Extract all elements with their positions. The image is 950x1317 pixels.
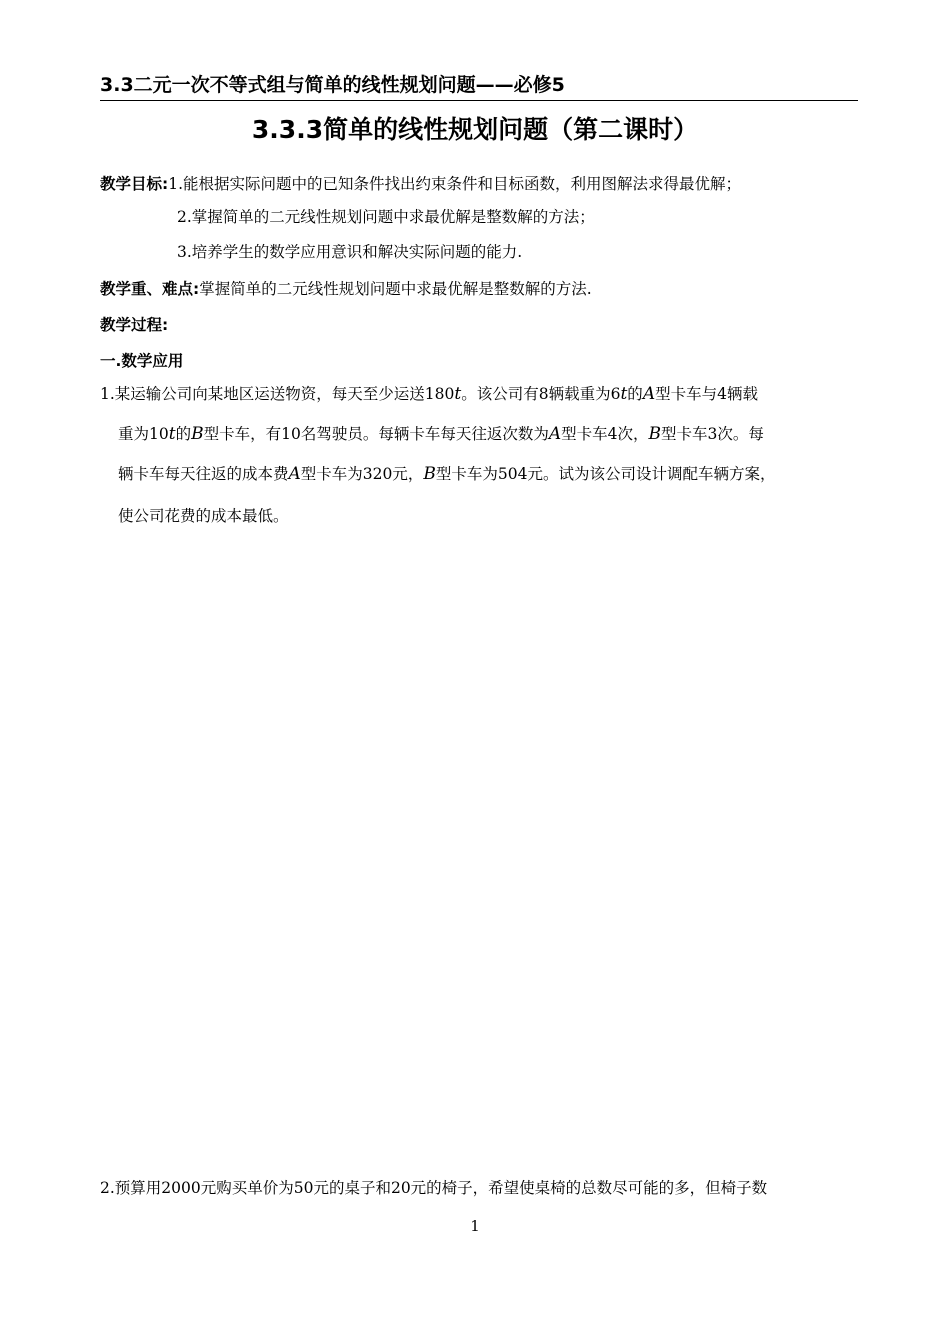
process-label: 教学过程: [100, 316, 169, 334]
problem1-text: 的 [627, 385, 643, 403]
problem1-text: 辆卡车每天往返的成本费 [118, 465, 289, 483]
problem1-line-4: 使公司花费的成本最低。 [118, 507, 289, 525]
problem1-text: 重为10 [118, 425, 169, 443]
math-t: t [168, 424, 176, 444]
key-points-text: 掌握简单的二元线性规划问题中求最优解是整数解的方法. [199, 280, 592, 298]
math-t: t [454, 384, 462, 404]
problem1-text: 型卡车3次。每 [660, 425, 764, 443]
problem1-line-3 [118, 463, 775, 485]
problem2-line-1: 2.预算用2000元购买单价为50元的桌子和20元的椅子，希望使桌椅的总数尽可能的多，但椅子数 [100, 1179, 768, 1197]
problem1-text: 。该公司有8辆载重为6 [461, 385, 621, 403]
problem1-text: 型卡车，有10名驾驶员。每辆卡车每天往返次数为 [203, 425, 549, 443]
problem1-line-1 [100, 383, 758, 405]
math-A: A [288, 464, 301, 484]
problem1-text: 型卡车与4辆载 [655, 385, 758, 403]
problem1-text: 型卡车4次， [561, 425, 649, 443]
problem1-line-2 [118, 423, 764, 445]
running-header: 3.3二元一次不等式组与简单的线性规划问题——必修5 [100, 72, 858, 101]
page-number: 1 [470, 1217, 480, 1235]
objective-item-3: 3.培养学生的数学应用意识和解决实际问题的能力. [177, 243, 523, 261]
math-B: B [648, 424, 661, 444]
key-points-line [100, 278, 592, 300]
math-B: B [191, 424, 204, 444]
problem1-text: 型卡车为504元。试为该公司设计调配车辆方案， [435, 465, 776, 483]
section-heading: 一.数学应用 [100, 352, 184, 370]
key-points-label: 教学重、难点: [100, 280, 200, 298]
objective-item-1: 1.能根据实际问题中的已知条件找出约束条件和目标函数，利用图解法求得最优解； [168, 175, 741, 193]
math-t: t [620, 384, 628, 404]
math-A: A [642, 384, 656, 404]
math-A: A [548, 424, 562, 444]
page-title: 3.3.3简单的线性规划问题（第二课时） [251, 115, 699, 144]
objectives-line-1 [100, 173, 741, 195]
problem1-text: 1.某运输公司向某地区运送物资，每天至少运送180 [100, 385, 455, 403]
math-B: B [423, 464, 436, 484]
objective-item-2: 2.掌握简单的二元线性规划问题中求最优解是整数解的方法； [177, 208, 595, 226]
problem1-text: 的 [175, 425, 192, 443]
objectives-label: 教学目标: [100, 175, 169, 193]
problem1-text: 型卡车为320元， [300, 465, 424, 483]
